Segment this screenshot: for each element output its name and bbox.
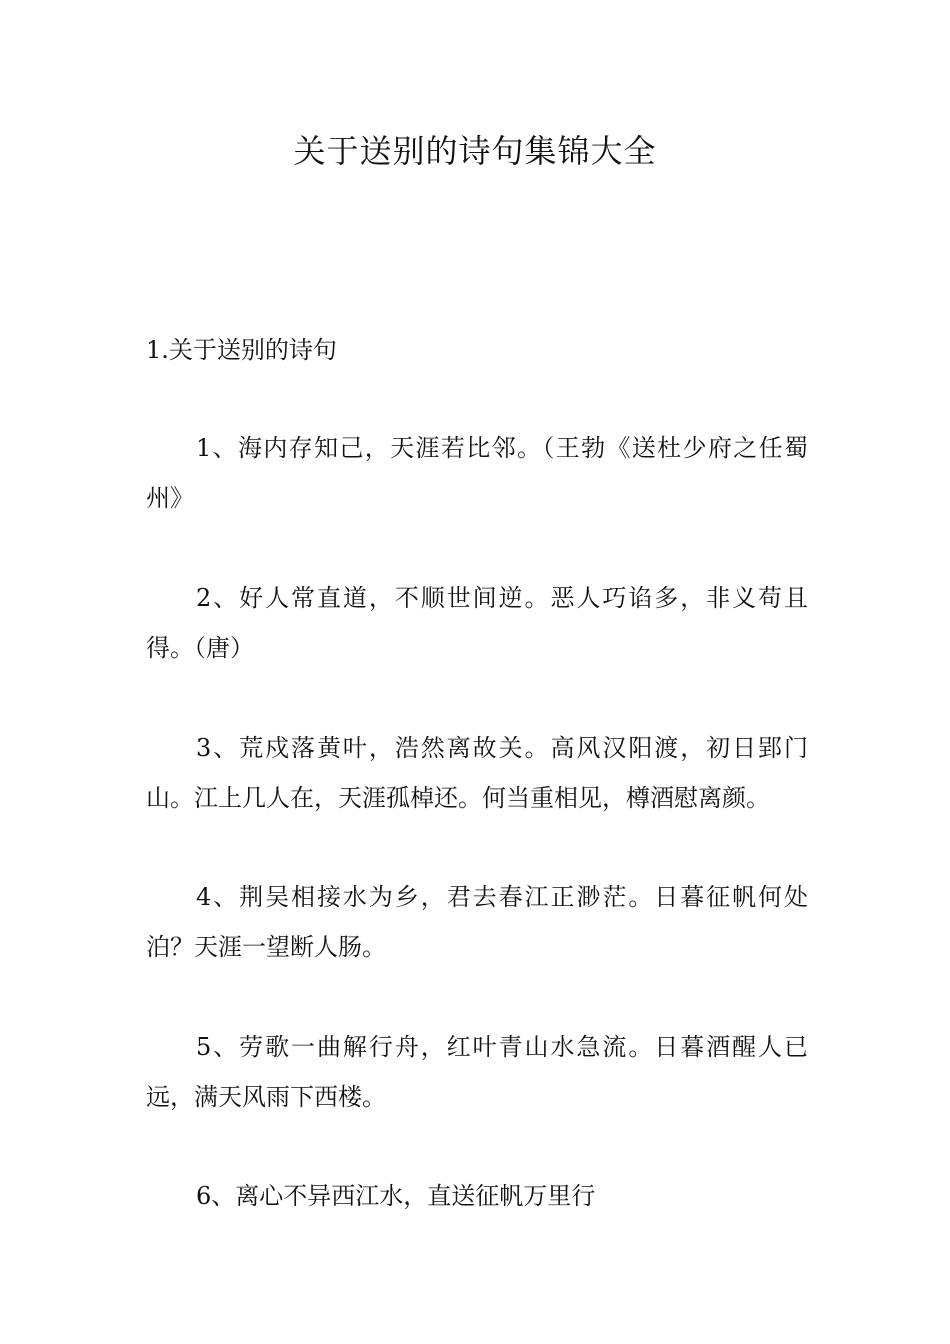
poem-entry-2: 2、好人常直道，不顺世间逆。恶人巧谄多，非义苟且得。（唐） [146,584,808,662]
poem-entry-1: 1、海内存知己，天涯若比邻。（王勃《送杜少府之任蜀州》 [146,434,808,512]
document-title: 关于送别的诗句集锦大全 [293,132,657,170]
poem-entry-6: 6、离心不异西江水，直送征帆万里行 [196,1182,596,1210]
section-heading: 1.关于送别的诗句 [146,336,337,364]
poem-entry-4: 4、荆吴相接水为乡，君去春江正渺茫。日暮征帆何处泊？天涯一望断人肠。 [146,883,808,961]
poem-entry-3: 3、荒戍落黄叶，浩然离故关。高风汉阳渡，初日郢门山。江上几人在，天涯孤棹还。何当重相见，樽酒慰离颜。 [146,734,808,812]
poem-entry-5: 5、劳歌一曲解行舟，红叶青山水急流。日暮酒醒人已远，满天风雨下西楼。 [146,1033,808,1111]
